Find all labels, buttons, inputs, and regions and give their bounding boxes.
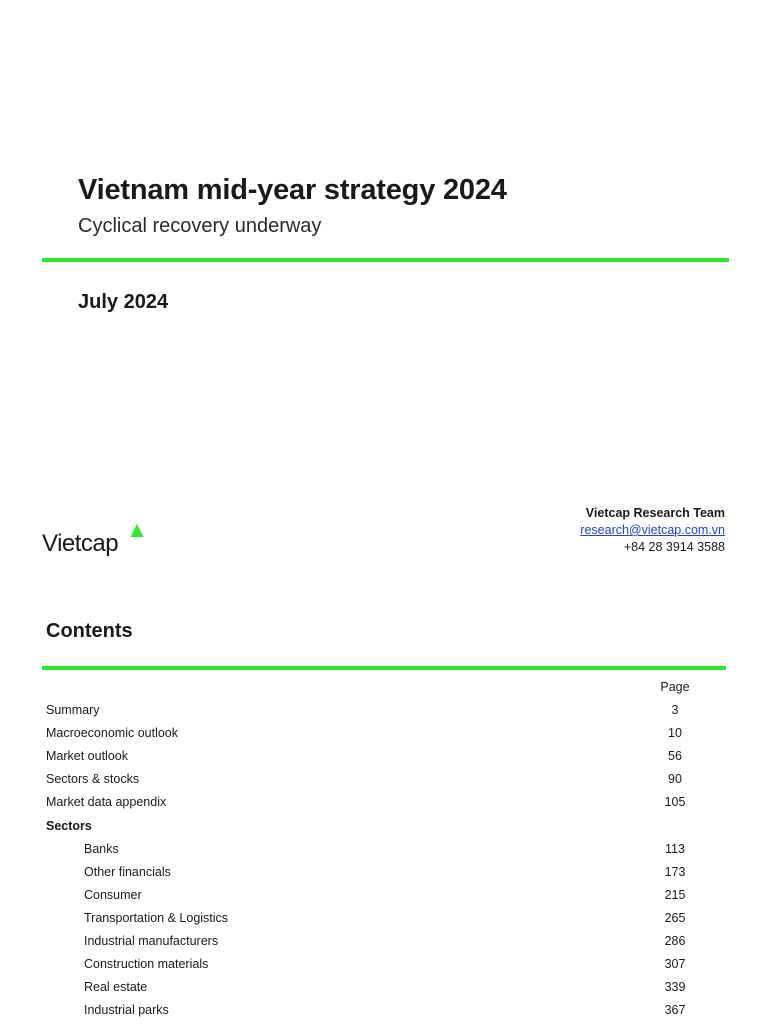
toc-entry-label: Market outlook [46,749,128,764]
report-title: Vietnam mid-year strategy 2024 [78,174,507,206]
toc-entry-label: Transportation & Logistics [84,910,229,925]
toc-entry[interactable] [46,745,726,768]
toc-entry[interactable] [46,884,726,907]
toc-entry[interactable] [46,930,726,953]
toc-entry-page: 173 [664,864,686,879]
toc-entry-label: Summary [46,703,100,718]
report-date: July 2024 [78,291,169,313]
toc-entry-label: Construction materials [84,957,209,972]
toc-entry-page: 265 [664,910,686,925]
toc-group-label: Sectors [46,818,92,833]
toc-group-heading [46,815,726,838]
toc-entry-label: Industrial manufacturers [84,934,219,949]
vietcap-logo [42,524,152,560]
toc-entry-page: 215 [664,887,686,902]
toc-entry-page: 113 [665,841,685,856]
toc-entry-label: Banks [84,841,119,856]
logo-wordmark: Vietcap [42,530,119,557]
toc-entry[interactable] [46,976,726,999]
toc-entry[interactable] [46,722,726,745]
toc-entry-label: Consumer [84,887,142,902]
contact-block [580,505,725,556]
toc-entry-label: Sectors & stocks [46,772,140,787]
report-subtitle: Cyclical recovery underway [78,215,322,237]
toc-entry-label: Real estate [84,980,148,995]
page-column-header: Page [660,680,690,694]
table-of-contents [46,676,726,1022]
toc-entry-page: 105 [664,795,686,810]
contents-heading: Contents [46,620,133,642]
toc-entry[interactable] [46,838,726,861]
toc-entry-page: 90 [668,772,682,787]
green-triangle-icon [130,524,144,538]
toc-entry[interactable] [46,999,726,1022]
toc-entry[interactable] [46,768,726,791]
toc-entry-label: Industrial parks [84,1003,169,1018]
phone-number: +84 28 3914 3588 [623,540,725,554]
toc-header-row [46,676,726,699]
toc-entry-page: 307 [664,957,686,972]
toc-entry[interactable] [46,791,726,814]
research-team-name: Vietcap Research Team [585,506,725,520]
toc-entry[interactable] [46,699,726,722]
toc-entry[interactable] [46,953,726,976]
toc-entry[interactable] [46,907,726,930]
research-email-link[interactable]: research@vietcap.com.vn [580,523,725,537]
toc-entry-page: 3 [671,703,679,718]
title-divider [42,258,729,262]
toc-entry-label: Macroeconomic outlook [46,726,179,741]
toc-entry-page: 339 [664,980,686,995]
toc-entry-page: 286 [664,934,686,949]
toc-entry-label: Market data appendix [46,795,167,810]
toc-entry-page: 10 [668,726,682,741]
toc-entry-page: 367 [664,1003,686,1018]
toc-entry-label: Other financials [84,864,171,879]
toc-entry-page: 56 [668,749,682,764]
toc-entry[interactable] [46,861,726,884]
contents-divider [42,666,726,670]
